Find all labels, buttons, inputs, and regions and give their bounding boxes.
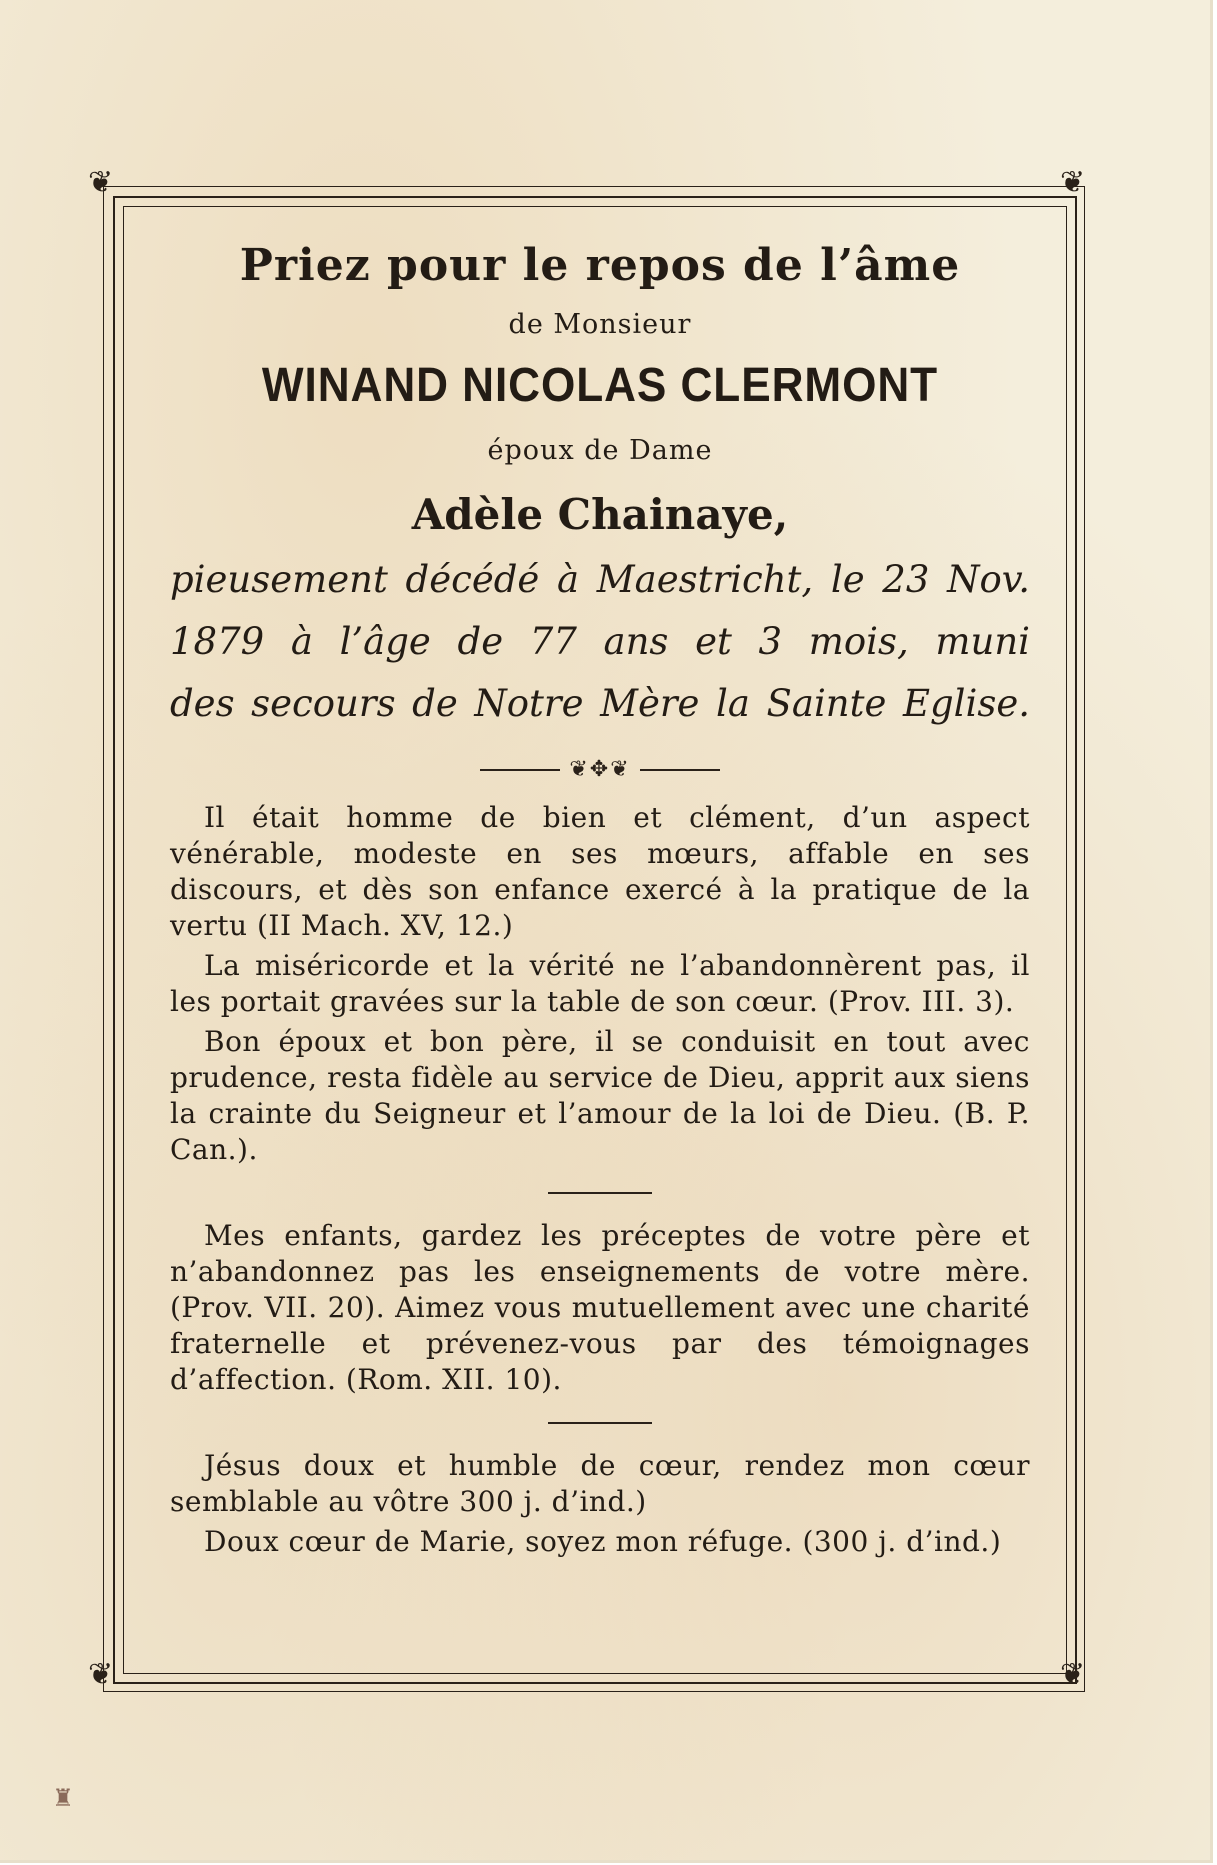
card-content: [170, 240, 1030, 1564]
honorific: de Monsieur: [508, 309, 692, 340]
death-line-2: 1879 à l’âge de 77 ans et 3 mois, muni: [170, 620, 1030, 663]
separator-line: [548, 1422, 652, 1424]
ornament-icon: ❦✥❦: [569, 757, 631, 782]
divider-ornament: [170, 757, 1030, 782]
spouse-intro: époux de Dame: [487, 435, 713, 466]
corner-ornament-icon: ❦: [88, 1657, 114, 1692]
separator-line: [548, 1192, 652, 1194]
corner-ornament-icon: ❦: [1060, 1657, 1086, 1692]
paragraph-5: Jésus doux et humble de cœur, rendez mon cœur semblable au vôtre 300 j. d’ind.): [170, 1449, 1030, 1518]
paragraph-4: Mes enfants, gardez les préceptes de votre père et n’abandonnez pas les enseignements de votre mère. (Prov. VII. 20). Aimez vous mutuellement avec une charité fraternelle et prévenez-vous par des témoignages d’affection. (Rom. XII. 10).: [170, 1219, 1030, 1396]
paragraph-1: Il était homme de bien et clément, d’un aspect vénérable, modeste en ses mœurs, affable en ses discours, et dès son enfance exercé à la pratique de la vertu (II Mach. XV, 12.): [170, 801, 1030, 942]
paragraph-6: Doux cœur de Marie, soyez mon réfuge. (300 j. d’ind.): [204, 1525, 1002, 1558]
card-title: Priez pour le repos de l’âme: [239, 240, 961, 291]
corner-ornament-icon: ❦: [88, 165, 114, 200]
death-line-3: des secours de Notre Mère la Sainte Eglise.: [170, 682, 1030, 725]
paragraph-2: La miséricorde et la vérité ne l’abandonnèrent pas, il les portait gravées sur la table de son cœur. (Prov. III. 3).: [170, 949, 1030, 1018]
spouse-name: Adèle Chainaye,: [411, 490, 789, 539]
paragraph-3: Bon époux et bon père, il se conduisit en tout avec prudence, resta fidèle au service de Dieu, apprit aux siens la crainte du Seigneur et l’amour de la loi de Dieu. (B. P. Can.).: [170, 1025, 1030, 1166]
death-line-1: pieusement décédé à Maestricht, le 23 Nov.: [170, 558, 1030, 601]
corner-ornament-icon: ❦: [1060, 165, 1086, 200]
crest-icon: ♜: [52, 1784, 74, 1812]
deceased-name: WINAND NICOLAS CLERMONT: [261, 359, 939, 412]
